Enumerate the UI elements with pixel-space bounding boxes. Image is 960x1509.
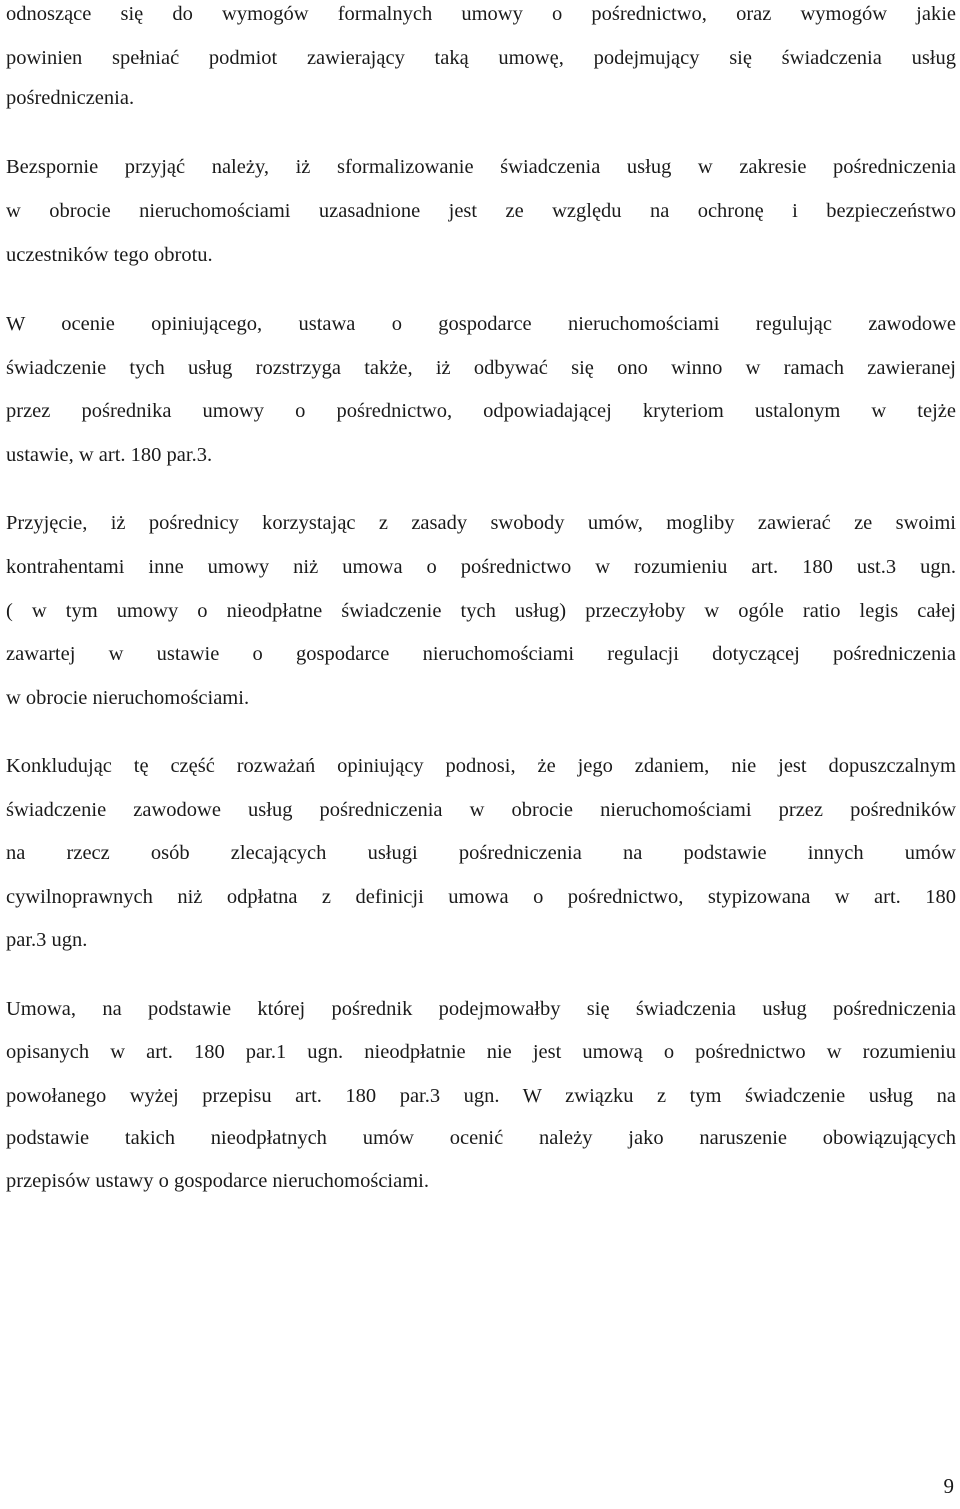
text-line: Bezspornie przyjąć należy, iż sformalizowanie świadczenia usług w zakresie pośredniczenia: [6, 156, 956, 178]
text-line: Umowa, na podstawie której pośrednik podejmowałby się świadczenia usług pośredniczenia: [6, 998, 956, 1020]
text-line: cywilnoprawnych niż odpłatna z definicji umowa o pośrednictwo, stypizowana w art. 180: [6, 886, 956, 908]
text-line: świadczenie zawodowe usług pośredniczenia w obrocie nieruchomościami przez pośredników: [6, 799, 956, 821]
text-line: uczestników tego obrotu.: [6, 244, 213, 266]
text-line: opisanych w art. 180 par.1 ugn. nieodpłatnie nie jest umową o pośrednictwo w rozumieniu: [6, 1041, 956, 1063]
text-line: par.3 ugn.: [6, 929, 88, 951]
text-line: w obrocie nieruchomościami uzasadnione jest ze względu na ochronę i bezpieczeństwo: [6, 200, 956, 222]
text-line: odnoszące się do wymogów formalnych umowy o pośrednictwo, oraz wymogów jakie: [6, 3, 956, 25]
text-line: pośredniczenia.: [6, 87, 135, 109]
text-line: podstawie takich nieodpłatnych umów ocenić należy jako naruszenie obowiązujących: [6, 1127, 956, 1149]
text-line: świadczenie tych usług rozstrzyga także, iż odbywać się ono winno w ramach zawieranej: [6, 357, 956, 379]
page-number: 9: [943, 1474, 954, 1498]
text-line: W ocenie opiniującego, ustawa o gospodarce nieruchomościami regulując zawodowe: [6, 313, 956, 335]
text-line: na rzecz osób zlecających usługi pośredniczenia na podstawie innych umów: [6, 842, 956, 864]
text-line: zawartej w ustawie o gospodarce nieruchomościami regulacji dotyczącej pośredniczenia: [6, 643, 956, 665]
text-line: powołanego wyżej przepisu art. 180 par.3 ugn. W związku z tym świadczenie usług na: [6, 1085, 956, 1107]
text-line: ustawie, w art. 180 par.3.: [6, 444, 213, 466]
text-line: Konkludując tę część rozważań opiniujący podnosi, że jego zdaniem, nie jest dopuszczalnym: [6, 755, 956, 777]
text-line: przez pośrednika umowy o pośrednictwo, odpowiadającej kryteriom ustalonym w tejże: [6, 400, 956, 422]
text-line: powinien spełniać podmiot zawierający taką umowę, podejmujący się świadczenia usług: [6, 47, 956, 69]
text-line: w obrocie nieruchomościami.: [6, 687, 250, 709]
text-line: Przyjęcie, iż pośrednicy korzystając z zasady swobody umów, mogliby zawierać ze swoimi: [6, 512, 956, 534]
text-line: przepisów ustawy o gospodarce nieruchomościami.: [6, 1170, 429, 1192]
text-line: ( w tym umowy o nieodpłatne świadczenie tych usług) przeczyłoby w ogóle ratio legis całej: [6, 600, 956, 622]
text-line: kontrahentami inne umowy niż umowa o pośrednictwo w rozumieniu art. 180 ust.3 ugn.: [6, 556, 956, 578]
